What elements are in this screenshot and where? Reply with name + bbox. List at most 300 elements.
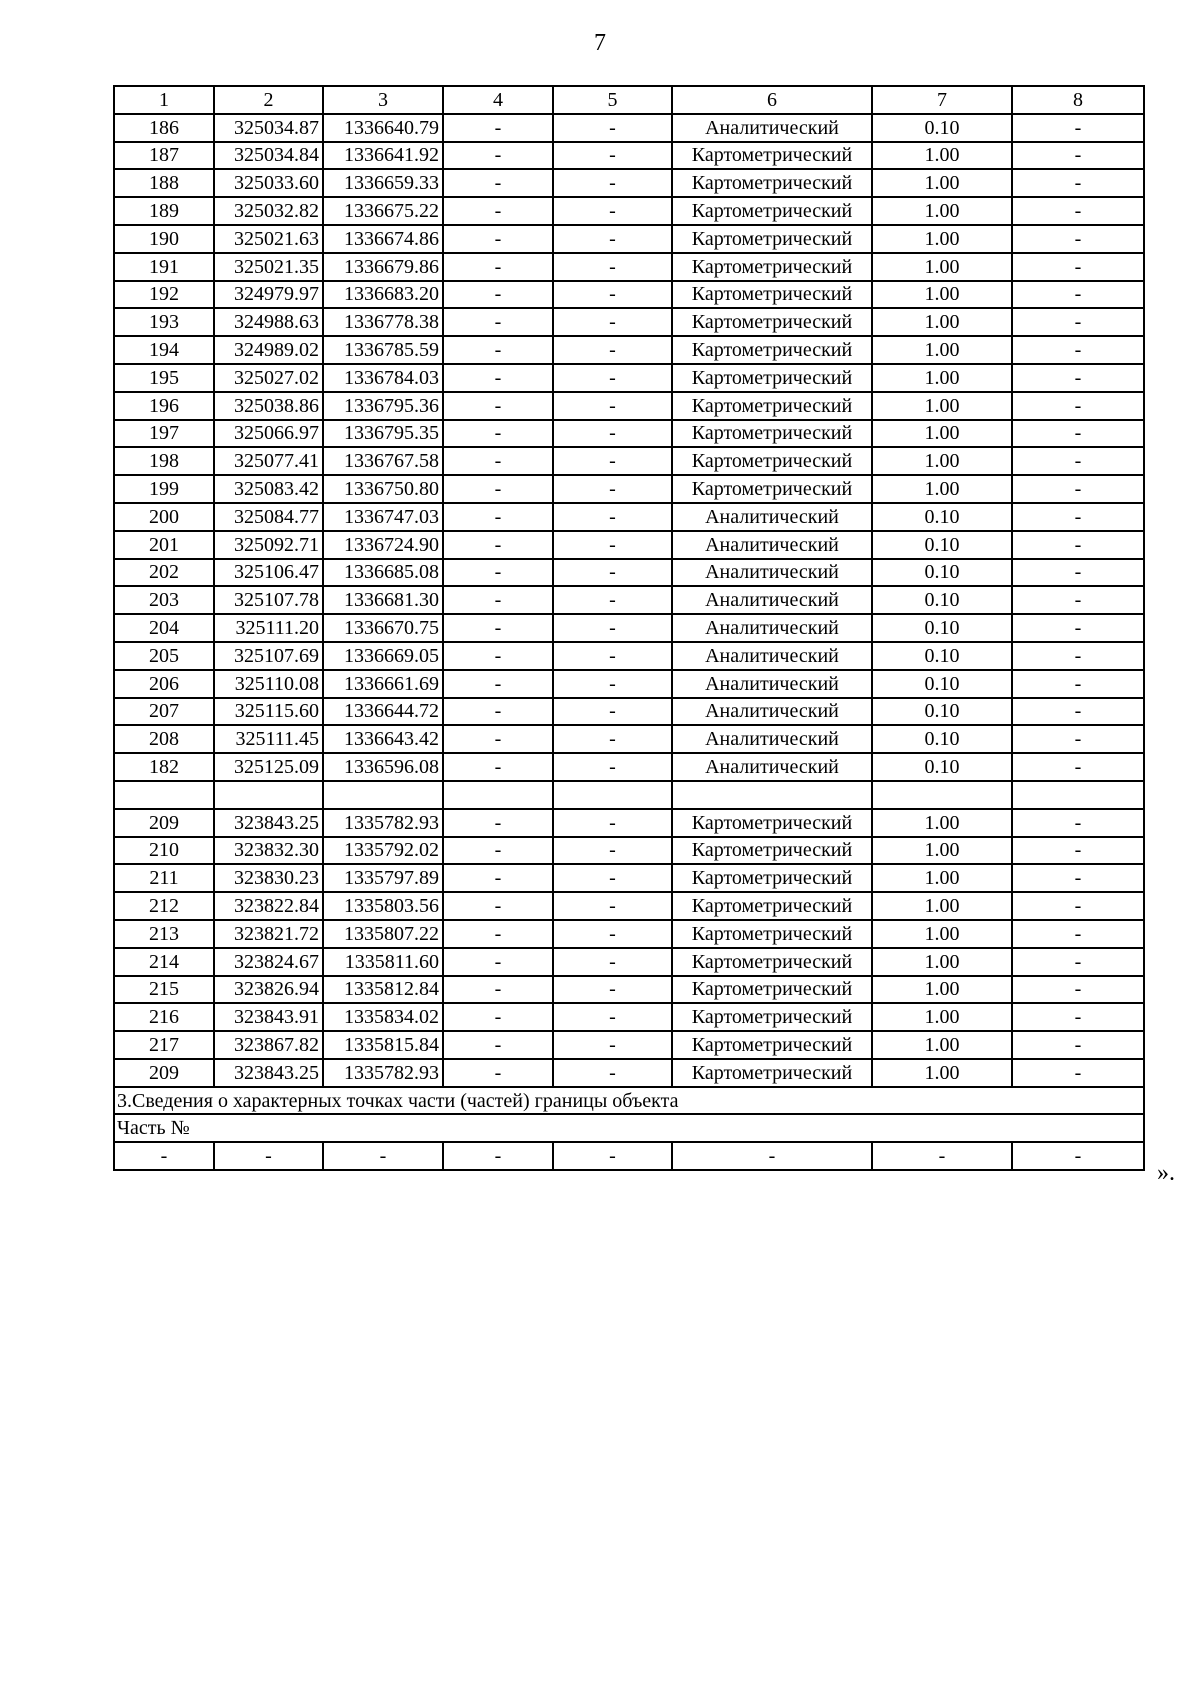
table-cell: - (443, 892, 553, 920)
table-cell: - (1012, 169, 1144, 197)
table-row (114, 1031, 1144, 1059)
table-cell: 205 (114, 642, 214, 670)
table-cell: - (443, 281, 553, 309)
table-cell: 1.00 (872, 308, 1012, 336)
table-row (114, 447, 1144, 475)
table-cell: 1336643.42 (323, 725, 443, 753)
table-cell: 323822.84 (214, 892, 323, 920)
table-row (114, 336, 1144, 364)
table-cell: - (443, 447, 553, 475)
table-cell: - (114, 1142, 214, 1170)
table-cell: - (872, 1142, 1012, 1170)
table-cell: 206 (114, 670, 214, 698)
table-cell: 1335811.60 (323, 948, 443, 976)
table-cell: 212 (114, 892, 214, 920)
table-cell: - (1012, 364, 1144, 392)
table-cell: - (443, 614, 553, 642)
table-cell: - (443, 197, 553, 225)
table-cell: Картометрический (672, 225, 872, 253)
table-cell: Аналитический (672, 753, 872, 781)
table-cell: - (443, 114, 553, 142)
table-cell (553, 781, 672, 809)
table-cell: 1.00 (872, 197, 1012, 225)
table-cell: - (443, 392, 553, 420)
table-row (114, 642, 1144, 670)
table-cell: 0.10 (872, 642, 1012, 670)
table-cell: Картометрический (672, 281, 872, 309)
table-cell: - (553, 864, 672, 892)
table-cell: Картометрический (672, 920, 872, 948)
table-cell: - (553, 837, 672, 865)
table-cell: - (1012, 1031, 1144, 1059)
table-cell: 202 (114, 559, 214, 587)
table-cell: 1.00 (872, 864, 1012, 892)
table-cell: Аналитический (672, 725, 872, 753)
table-cell: 188 (114, 169, 214, 197)
table-cell: - (443, 725, 553, 753)
table-cell: 199 (114, 475, 214, 503)
table-cell: 1336795.36 (323, 392, 443, 420)
table-cell: Картометрический (672, 197, 872, 225)
table-cell: 0.10 (872, 531, 1012, 559)
table-cell: - (553, 420, 672, 448)
table-cell: 323832.30 (214, 837, 323, 865)
table-cell: Картометрический (672, 253, 872, 281)
table-cell: 189 (114, 197, 214, 225)
table-cell: 195 (114, 364, 214, 392)
table-cell: 325115.60 (214, 698, 323, 726)
table-cell: - (553, 531, 672, 559)
table-cell: Картометрический (672, 336, 872, 364)
table-row (114, 392, 1144, 420)
table-row (114, 281, 1144, 309)
table-cell: - (1012, 142, 1144, 170)
table-cell: 1335792.02 (323, 837, 443, 865)
table-cell: 1336683.20 (323, 281, 443, 309)
table-cell: - (1012, 531, 1144, 559)
table-cell: Картометрический (672, 1059, 872, 1087)
table-cell: 325034.87 (214, 114, 323, 142)
table-cell: 0.10 (872, 503, 1012, 531)
table-cell: 211 (114, 864, 214, 892)
table-cell: - (553, 169, 672, 197)
table-cell: 0.10 (872, 559, 1012, 587)
table-cell: - (1012, 503, 1144, 531)
table-cell (214, 781, 323, 809)
table-cell: 210 (114, 837, 214, 865)
table-cell: 190 (114, 225, 214, 253)
table-row (114, 142, 1144, 170)
table-cell: 1.00 (872, 253, 1012, 281)
table-cell: Картометрический (672, 364, 872, 392)
table-cell: - (553, 698, 672, 726)
table-cell: - (1012, 1059, 1144, 1087)
table-cell: 1336659.33 (323, 169, 443, 197)
table-cell: - (553, 1142, 672, 1170)
table-cell: 1336747.03 (323, 503, 443, 531)
column-header: 4 (443, 86, 553, 114)
table-cell: Картометрический (672, 142, 872, 170)
table-row (114, 531, 1144, 559)
table-cell: 325106.47 (214, 559, 323, 587)
table-cell: 1335782.93 (323, 809, 443, 837)
table-cell: 325038.86 (214, 392, 323, 420)
table-cell: - (553, 559, 672, 587)
section-title: 3.Сведения о характерных точках части (частей) границы объекта (114, 1087, 1144, 1115)
table-body (114, 86, 1144, 1170)
table-cell: - (553, 1031, 672, 1059)
table-row (114, 753, 1144, 781)
table-cell: 1.00 (872, 976, 1012, 1004)
table-cell: Аналитический (672, 670, 872, 698)
table-cell: 324979.97 (214, 281, 323, 309)
table-cell: 207 (114, 698, 214, 726)
table-cell: 1336596.08 (323, 753, 443, 781)
column-header: 6 (672, 86, 872, 114)
table-row (114, 114, 1144, 142)
table-cell: - (1012, 670, 1144, 698)
table-cell: - (1012, 1003, 1144, 1031)
table-cell: 1336681.30 (323, 586, 443, 614)
table-cell: - (1012, 559, 1144, 587)
table-cell: 324988.63 (214, 308, 323, 336)
table-cell: 1.00 (872, 281, 1012, 309)
table-cell: 325032.82 (214, 197, 323, 225)
table-cell: - (1012, 948, 1144, 976)
table-cell: - (443, 420, 553, 448)
table-cell: 1.00 (872, 447, 1012, 475)
table-cell: - (1012, 336, 1144, 364)
table-cell: 0.10 (872, 614, 1012, 642)
table-cell: 325027.02 (214, 364, 323, 392)
table-cell: Картометрический (672, 392, 872, 420)
table-cell: 0.10 (872, 114, 1012, 142)
table-cell: 1336661.69 (323, 670, 443, 698)
table-cell: - (553, 503, 672, 531)
table-cell: - (323, 1142, 443, 1170)
table-cell: 325034.84 (214, 142, 323, 170)
table-cell: 323843.25 (214, 809, 323, 837)
table-cell: 1.00 (872, 475, 1012, 503)
table-cell: - (553, 475, 672, 503)
table-cell: Картометрический (672, 1031, 872, 1059)
table-cell: 1335797.89 (323, 864, 443, 892)
table-cell: 1335807.22 (323, 920, 443, 948)
table-cell: 0.10 (872, 725, 1012, 753)
column-header: 2 (214, 86, 323, 114)
table-cell: 1.00 (872, 1003, 1012, 1031)
table-cell: - (553, 114, 672, 142)
table-cell: 323867.82 (214, 1031, 323, 1059)
table-cell: Аналитический (672, 586, 872, 614)
table-cell: - (443, 753, 553, 781)
table-cell: - (553, 753, 672, 781)
table-cell: - (553, 948, 672, 976)
table-cell: 1336674.86 (323, 225, 443, 253)
table-cell: - (443, 642, 553, 670)
table-cell: 0.10 (872, 670, 1012, 698)
table-cell: - (1012, 225, 1144, 253)
table-cell: Картометрический (672, 948, 872, 976)
table-cell: - (443, 142, 553, 170)
table-cell (872, 781, 1012, 809)
table-cell: - (1012, 809, 1144, 837)
table-cell: 187 (114, 142, 214, 170)
table-cell: 325111.20 (214, 614, 323, 642)
table-cell: - (553, 725, 672, 753)
table-cell: - (1012, 586, 1144, 614)
table-cell: 325107.78 (214, 586, 323, 614)
table-cell: 1.00 (872, 809, 1012, 837)
table-cell: Картометрический (672, 892, 872, 920)
table-cell (443, 781, 553, 809)
table-cell: - (1012, 976, 1144, 1004)
table-cell: - (553, 392, 672, 420)
table-cell: 1.00 (872, 1059, 1012, 1087)
table-cell: 1.00 (872, 142, 1012, 170)
table-cell: 325111.45 (214, 725, 323, 753)
section-title-row (114, 1087, 1144, 1115)
table-cell: 213 (114, 920, 214, 948)
table-cell: - (553, 1003, 672, 1031)
table-cell: 323843.91 (214, 1003, 323, 1031)
table-cell: 1336670.75 (323, 614, 443, 642)
table-cell: 186 (114, 114, 214, 142)
table-cell: 1.00 (872, 1031, 1012, 1059)
table-cell: 1336644.72 (323, 698, 443, 726)
table-cell: - (443, 948, 553, 976)
table-cell: - (553, 809, 672, 837)
table-cell: 1336750.80 (323, 475, 443, 503)
table-cell: 1335815.84 (323, 1031, 443, 1059)
table-cell: 1.00 (872, 837, 1012, 865)
table-cell: - (1012, 698, 1144, 726)
table-cell: - (443, 976, 553, 1004)
table-cell: - (553, 308, 672, 336)
table-row (114, 725, 1144, 753)
table-cell: 192 (114, 281, 214, 309)
table-cell: 323821.72 (214, 920, 323, 948)
table-row (114, 1003, 1144, 1031)
table-cell: 197 (114, 420, 214, 448)
table-cell: 323824.67 (214, 948, 323, 976)
table-cell: 323830.23 (214, 864, 323, 892)
table-cell: 325107.69 (214, 642, 323, 670)
table-cell: - (443, 809, 553, 837)
table-cell: - (553, 225, 672, 253)
table-row (114, 253, 1144, 281)
table-cell: - (443, 586, 553, 614)
table-cell: Аналитический (672, 531, 872, 559)
header-row (114, 86, 1144, 114)
column-header: 5 (553, 86, 672, 114)
table-cell: - (443, 169, 553, 197)
table-row (114, 948, 1144, 976)
table-cell: - (553, 447, 672, 475)
table-cell: - (443, 253, 553, 281)
table-cell: 0.10 (872, 586, 1012, 614)
table-cell: - (443, 531, 553, 559)
table-cell: 217 (114, 1031, 214, 1059)
part-label-row (114, 1114, 1144, 1142)
table-row (114, 197, 1144, 225)
table-cell: 325110.08 (214, 670, 323, 698)
coordinates-table (113, 85, 1145, 1171)
table-cell: 325066.97 (214, 420, 323, 448)
table-cell: 1.00 (872, 948, 1012, 976)
table-row (114, 837, 1144, 865)
table-cell: 1336641.92 (323, 142, 443, 170)
table-cell: 1336785.59 (323, 336, 443, 364)
table-row (114, 920, 1144, 948)
table-cell: Картометрический (672, 169, 872, 197)
table-cell: - (443, 308, 553, 336)
table-cell: Аналитический (672, 559, 872, 587)
table-cell: - (1012, 837, 1144, 865)
table-cell: 1.00 (872, 336, 1012, 364)
table-cell: - (553, 142, 672, 170)
table-cell: 182 (114, 753, 214, 781)
table-cell: - (553, 586, 672, 614)
table-cell: - (443, 864, 553, 892)
table-cell: 1.00 (872, 392, 1012, 420)
table-cell: 1336685.08 (323, 559, 443, 587)
table-cell: 198 (114, 447, 214, 475)
table-cell: 0.10 (872, 753, 1012, 781)
table-cell: Картометрический (672, 475, 872, 503)
table-cell: 1336795.35 (323, 420, 443, 448)
table-cell: 193 (114, 308, 214, 336)
table-cell: - (1012, 308, 1144, 336)
table-cell: - (1012, 614, 1144, 642)
table-cell: - (1012, 892, 1144, 920)
table-cell: - (443, 1031, 553, 1059)
part-data-row (114, 1142, 1144, 1170)
table-cell: Картометрический (672, 420, 872, 448)
table-cell: - (553, 614, 672, 642)
table-cell: - (1012, 920, 1144, 948)
table-cell: 1.00 (872, 892, 1012, 920)
table-cell: - (553, 976, 672, 1004)
table-cell: - (443, 670, 553, 698)
table-row (114, 698, 1144, 726)
table-cell: Картометрический (672, 864, 872, 892)
table-row (114, 420, 1144, 448)
table-cell: - (1012, 253, 1144, 281)
closing-quote: ». (1157, 1160, 1175, 1186)
table-cell: - (443, 1142, 553, 1170)
column-header: 3 (323, 86, 443, 114)
table-cell: 0.10 (872, 698, 1012, 726)
table-cell: 1.00 (872, 225, 1012, 253)
table-row (114, 475, 1144, 503)
table-cell: 325033.60 (214, 169, 323, 197)
table-cell: - (553, 670, 672, 698)
table-cell: Картометрический (672, 447, 872, 475)
table-cell: 208 (114, 725, 214, 753)
column-header: 7 (872, 86, 1012, 114)
table-cell: - (443, 698, 553, 726)
table-cell: Аналитический (672, 642, 872, 670)
table-cell: - (553, 336, 672, 364)
table-cell: 1336784.03 (323, 364, 443, 392)
table-cell (1012, 781, 1144, 809)
table-row (114, 976, 1144, 1004)
table-cell: - (553, 197, 672, 225)
table-cell: 1336679.86 (323, 253, 443, 281)
table-cell: 196 (114, 392, 214, 420)
table-cell: - (1012, 114, 1144, 142)
table-row (114, 308, 1144, 336)
table-cell: 1.00 (872, 364, 1012, 392)
table-row (114, 614, 1144, 642)
table-cell: - (443, 1003, 553, 1031)
table-row (114, 809, 1144, 837)
table-cell: - (443, 336, 553, 364)
table-cell: 325083.42 (214, 475, 323, 503)
table-cell: - (672, 1142, 872, 1170)
table-cell: 216 (114, 1003, 214, 1031)
table-row (114, 364, 1144, 392)
table-cell: - (1012, 725, 1144, 753)
table-cell: - (1012, 447, 1144, 475)
table-cell: - (553, 253, 672, 281)
table-cell: 201 (114, 531, 214, 559)
table-cell: 191 (114, 253, 214, 281)
column-header: 8 (1012, 86, 1144, 114)
table-cell: - (553, 642, 672, 670)
page-number: 7 (594, 30, 606, 56)
table-cell: 1335834.02 (323, 1003, 443, 1031)
table-cell: - (1012, 753, 1144, 781)
table-row (114, 169, 1144, 197)
table-cell: - (1012, 864, 1144, 892)
table-cell: 209 (114, 809, 214, 837)
table-cell: 1336767.58 (323, 447, 443, 475)
table-cell: Картометрический (672, 976, 872, 1004)
table-cell: - (1012, 642, 1144, 670)
table-cell: - (443, 1059, 553, 1087)
table-cell: 214 (114, 948, 214, 976)
table-cell: - (443, 225, 553, 253)
table-cell: - (553, 892, 672, 920)
table-cell: Аналитический (672, 114, 872, 142)
column-header: 1 (114, 86, 214, 114)
table-cell: - (1012, 197, 1144, 225)
table-cell: - (1012, 281, 1144, 309)
table-cell: Картометрический (672, 1003, 872, 1031)
table-row (114, 670, 1144, 698)
table-cell: Картометрический (672, 809, 872, 837)
table-cell: Аналитический (672, 698, 872, 726)
table-cell: 325125.09 (214, 753, 323, 781)
table-row (114, 559, 1144, 587)
table-cell: 1336778.38 (323, 308, 443, 336)
table-cell: - (553, 281, 672, 309)
table-cell: - (443, 920, 553, 948)
table-cell: - (1012, 420, 1144, 448)
table-cell (672, 781, 872, 809)
table-row (114, 892, 1144, 920)
table-cell: 1336669.05 (323, 642, 443, 670)
table-cell: 325092.71 (214, 531, 323, 559)
table-cell: 323826.94 (214, 976, 323, 1004)
table-cell: Картометрический (672, 837, 872, 865)
table-cell: 203 (114, 586, 214, 614)
table-cell: 325084.77 (214, 503, 323, 531)
table-cell: - (214, 1142, 323, 1170)
table-cell: 194 (114, 336, 214, 364)
